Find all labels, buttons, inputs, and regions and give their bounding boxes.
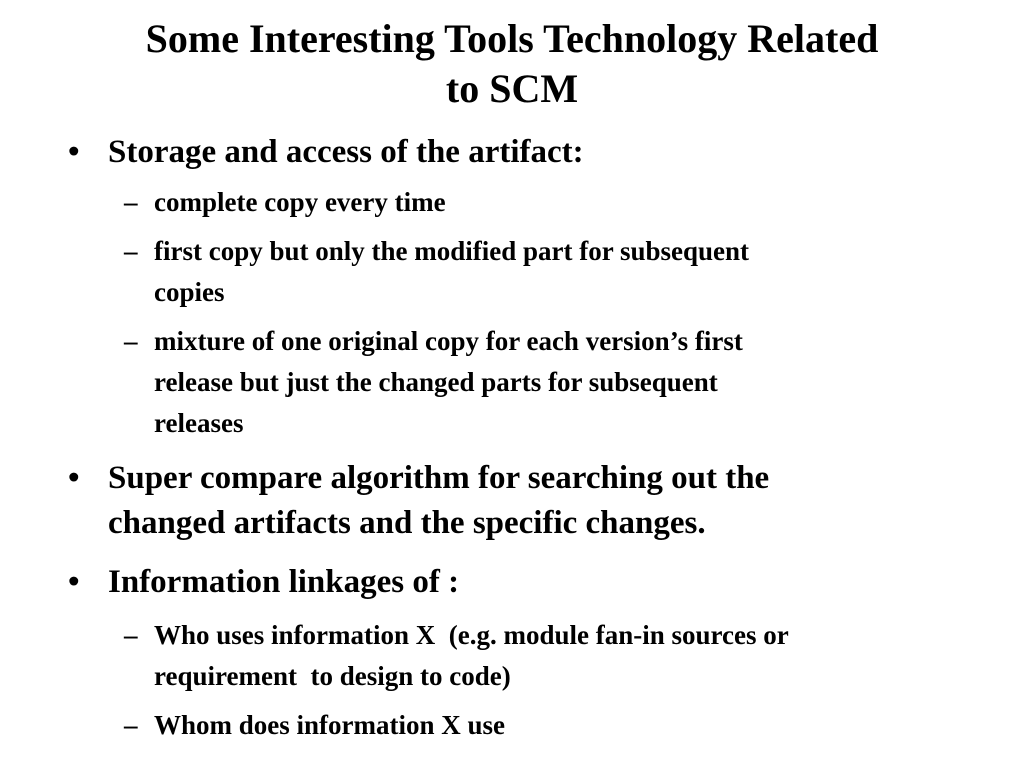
sub-bullet-text [154,182,446,223]
dash-marker: – [124,236,138,266]
sub-bullet-text [154,705,505,746]
sub-bullet-first-copy [124,231,749,313]
sub-bullet-text-line: complete copy every time [154,187,446,217]
sub-bullet-mixture [124,321,743,444]
bullet-text-line: Storage and access of the artifact: [108,134,584,170]
bullet-item-information-linkages [68,560,459,605]
bullet-text [108,456,769,546]
bullet-text-line: changed artifacts and the specific changes. [108,505,706,541]
slide-title [60,14,964,114]
sub-bullet-text-line: Whom does information X use [154,710,506,740]
sub-bullet-text-line: release but just the changed parts for subsequent [154,367,718,397]
slide-title-line-2: to SCM [445,66,579,111]
bullet-text [108,130,584,175]
dash-marker: – [124,187,138,217]
bullet-marker: • [68,134,80,170]
sub-bullet-text-line: Who uses information X (e.g. module fan-in sources or [154,620,789,650]
sub-bullet-text-line: requirement to design to code) [154,661,511,691]
sub-bullet-text [154,321,743,444]
sub-bullet-who-uses [124,615,789,697]
bullet-item-storage [68,130,584,175]
sub-bullet-text [154,231,749,313]
bullet-marker: • [68,564,80,600]
sub-bullet-text [154,615,789,697]
dash-marker: – [124,710,138,740]
bullet-text-line: Information linkages of : [108,564,460,600]
slide-title-line-1: Some Interesting Tools Technology Related [145,16,879,61]
bullet-text [108,560,459,605]
bullet-item-super-compare [68,456,769,546]
dash-marker: – [124,326,138,356]
sub-bullet-complete-copy [124,182,446,223]
sub-bullet-text-line: first copy but only the modified part for subsequent [154,236,750,266]
sub-bullet-whom-does [124,705,505,746]
sub-bullet-text-line: mixture of one original copy for each version’s first [154,326,743,356]
bullet-marker: • [68,460,80,496]
dash-marker: – [124,620,138,650]
sub-bullet-text-line: releases [154,408,244,438]
bullet-text-line: Super compare algorithm for searching out the [108,460,770,496]
sub-bullet-text-line: copies [154,277,225,307]
